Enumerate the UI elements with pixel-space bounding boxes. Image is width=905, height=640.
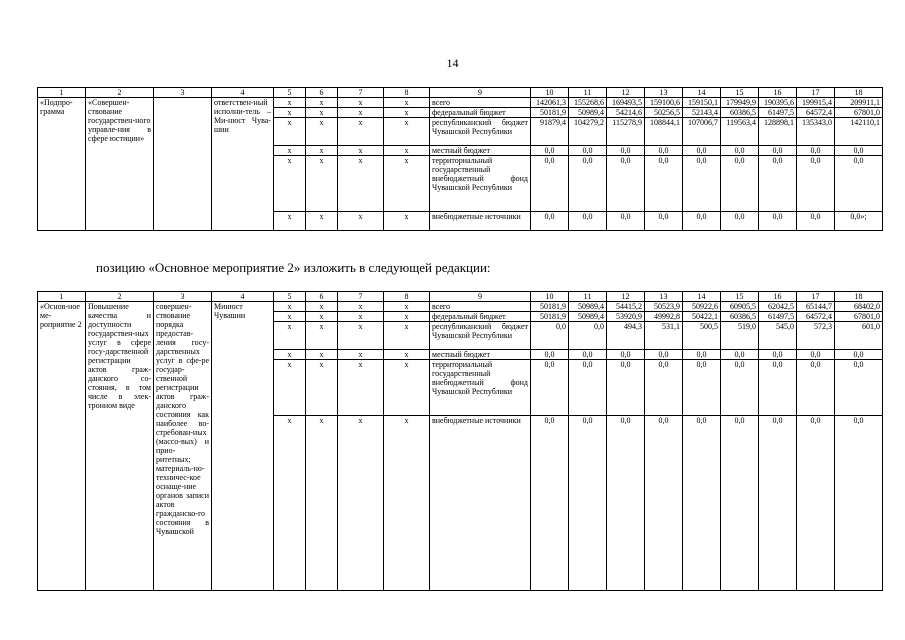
cell-mark: x — [274, 360, 306, 416]
cell-mark: x — [338, 416, 384, 591]
cell-amount: 0,0 — [759, 360, 797, 416]
cell-amount: 0,0 — [607, 350, 645, 360]
cell-mark: x — [338, 212, 384, 231]
cell-funding-source: местный бюджет — [430, 350, 531, 360]
cell-amount: 60386,5 — [721, 108, 759, 118]
cell-amount: 0,0 — [721, 156, 759, 212]
column-number: 7 — [338, 292, 384, 302]
cell-amount: 0,0 — [645, 146, 683, 156]
cell-mark: x — [338, 322, 384, 350]
budget-table-subprogram — [37, 87, 883, 231]
cell-mark: x — [274, 146, 306, 156]
cell-amount: 104279,2 — [569, 118, 607, 146]
cell-amount: 0,0 — [531, 156, 569, 212]
cell-amount: 0,0 — [531, 360, 569, 416]
cell-mark: x — [338, 118, 384, 146]
cell-amount: 60905,5 — [721, 302, 759, 312]
cell-mark: x — [274, 108, 306, 118]
cell-amount: 50523,9 — [645, 302, 683, 312]
column-number: 12 — [607, 88, 645, 98]
cell-amount: 0,0 — [835, 360, 883, 416]
column-number: 2 — [86, 292, 154, 302]
cell-amount: 500,5 — [683, 322, 721, 350]
cell-amount: 0,0 — [683, 350, 721, 360]
cell-amount: 61497,5 — [759, 108, 797, 118]
column-number: 6 — [306, 88, 338, 98]
cell-mark: x — [306, 156, 338, 212]
cell-mark: x — [274, 416, 306, 591]
cell-amount: 0,0 — [683, 156, 721, 212]
cell-mark: x — [384, 302, 430, 312]
column-number: 8 — [384, 292, 430, 302]
cell-amount: 0,0 — [683, 146, 721, 156]
column-number: 3 — [154, 292, 212, 302]
column-number-row — [38, 292, 883, 302]
cell-amount: 0,0 — [759, 416, 797, 591]
cell-amount: 52143,4 — [683, 108, 721, 118]
cell-amount: 50989,4 — [569, 302, 607, 312]
cell-col1: «Основ-ное ме-роприятие 2 — [38, 302, 86, 591]
cell-mark: x — [384, 156, 430, 212]
cell-mark: x — [274, 302, 306, 312]
column-number: 10 — [531, 88, 569, 98]
cell-amount: 0,0 — [759, 212, 797, 231]
cell-amount: 0,0 — [835, 350, 883, 360]
column-number: 10 — [531, 292, 569, 302]
column-number: 2 — [86, 88, 154, 98]
cell-amount: 67801,0 — [835, 312, 883, 322]
cell-amount: 0,0 — [683, 212, 721, 231]
cell-amount: 0,0 — [645, 416, 683, 591]
cell-amount: 50989,4 — [569, 108, 607, 118]
cell-col2: Повышение качества и доступности государствен-ных услуг в сфере госу-дарственной регистрации актов граж-данского со-стояния, в том числе в элек-тронном виде — [86, 302, 154, 591]
cell-amount: 107006,7 — [683, 118, 721, 146]
column-number: 17 — [797, 88, 835, 98]
column-number: 11 — [569, 88, 607, 98]
cell-mark: x — [274, 350, 306, 360]
cell-amount: 68402,0 — [835, 302, 883, 312]
cell-amount: 169493,5 — [607, 98, 645, 108]
cell-amount: 0,0 — [607, 146, 645, 156]
cell-amount: 0,0 — [759, 156, 797, 212]
cell-mark: x — [306, 108, 338, 118]
table-row — [38, 98, 883, 108]
cell-funding-source: федеральный бюджет — [430, 312, 531, 322]
cell-mark: x — [274, 322, 306, 350]
cell-amount: 0,0 — [797, 146, 835, 156]
cell-funding-source: республиканский бюджет Чувашской Республики — [430, 322, 531, 350]
column-number: 14 — [683, 88, 721, 98]
cell-col1: «Подпро-грамма — [38, 98, 86, 231]
cell-amount: 115278,9 — [607, 118, 645, 146]
column-number: 14 — [683, 292, 721, 302]
cell-funding-source: федеральный бюджет — [430, 108, 531, 118]
cell-amount: 50922,6 — [683, 302, 721, 312]
column-number-row — [38, 88, 883, 98]
cell-amount: 0,0 — [721, 212, 759, 231]
cell-amount: 142061,3 — [531, 98, 569, 108]
cell-amount: 179949,9 — [721, 98, 759, 108]
cell-amount: 0,0»; — [835, 212, 883, 231]
cell-amount: 0,0 — [607, 212, 645, 231]
cell-amount: 91879,4 — [531, 118, 569, 146]
cell-amount: 531,1 — [645, 322, 683, 350]
cell-mark: x — [384, 118, 430, 146]
cell-amount: 50256,5 — [645, 108, 683, 118]
cell-col2: «Совершен-ствование государствен-ного управле-ния в сфере юстиции» — [86, 98, 154, 231]
cell-amount: 0,0 — [531, 416, 569, 591]
column-number: 9 — [430, 292, 531, 302]
cell-mark: x — [384, 312, 430, 322]
cell-amount: 65144,7 — [797, 302, 835, 312]
cell-amount: 50181,9 — [531, 302, 569, 312]
cell-amount: 49992,8 — [645, 312, 683, 322]
budget-table-main-measure-2 — [37, 291, 883, 591]
cell-amount: 0,0 — [531, 212, 569, 231]
cell-amount: 64572,4 — [797, 312, 835, 322]
cell-funding-source: территориальный государственный внебюджетный фонд Чувашской Республики — [430, 360, 531, 416]
cell-mark: x — [274, 156, 306, 212]
amendment-sentence: позицию «Основное мероприятие 2» изложить в следующей редакции: — [96, 260, 491, 275]
cell-mark: x — [384, 360, 430, 416]
cell-mark: x — [274, 98, 306, 108]
page-number: 14 — [446, 56, 459, 70]
cell-mark: x — [338, 302, 384, 312]
cell-mark: x — [274, 118, 306, 146]
cell-col4: ответствен-ный исполни-тель – Ми-нюст Чува-шии — [212, 98, 274, 231]
table-row — [38, 302, 883, 312]
column-number: 13 — [645, 292, 683, 302]
cell-amount: 159100,6 — [645, 98, 683, 108]
cell-amount: 60386,5 — [721, 312, 759, 322]
cell-amount: 199915,4 — [797, 98, 835, 108]
cell-amount: 50422,1 — [683, 312, 721, 322]
cell-mark: x — [338, 350, 384, 360]
cell-mark: x — [384, 416, 430, 591]
cell-amount: 0,0 — [797, 360, 835, 416]
cell-amount: 0,0 — [721, 416, 759, 591]
cell-amount: 0,0 — [835, 156, 883, 212]
cell-amount: 54214,6 — [607, 108, 645, 118]
cell-amount: 53920,9 — [607, 312, 645, 322]
column-number: 13 — [645, 88, 683, 98]
cell-amount: 0,0 — [645, 212, 683, 231]
cell-mark: x — [306, 118, 338, 146]
column-number: 5 — [274, 292, 306, 302]
cell-amount: 0,0 — [645, 350, 683, 360]
cell-amount: 50181,9 — [531, 108, 569, 118]
column-number: 17 — [797, 292, 835, 302]
cell-amount: 601,0 — [835, 322, 883, 350]
cell-amount: 209911,1 — [835, 98, 883, 108]
cell-mark: x — [384, 108, 430, 118]
cell-amount: 545,0 — [759, 322, 797, 350]
column-number: 1 — [38, 292, 86, 302]
cell-amount: 0,0 — [645, 156, 683, 212]
column-number: 7 — [338, 88, 384, 98]
cell-funding-source: местный бюджет — [430, 146, 531, 156]
cell-amount: 0,0 — [797, 416, 835, 591]
cell-mark: x — [306, 360, 338, 416]
cell-amount: 0,0 — [835, 146, 883, 156]
cell-funding-source: всего — [430, 302, 531, 312]
column-number: 9 — [430, 88, 531, 98]
cell-amount: 0,0 — [531, 322, 569, 350]
column-number: 15 — [721, 292, 759, 302]
cell-amount: 50181,9 — [531, 312, 569, 322]
cell-mark: x — [306, 322, 338, 350]
cell-mark: x — [274, 212, 306, 231]
column-number: 12 — [607, 292, 645, 302]
column-number: 8 — [384, 88, 430, 98]
cell-amount: 0,0 — [531, 350, 569, 360]
cell-amount: 64572,4 — [797, 108, 835, 118]
cell-mark: x — [306, 350, 338, 360]
cell-funding-source: территориальный государственный внебюджетный фонд Чувашской Республики — [430, 156, 531, 212]
cell-mark: x — [338, 360, 384, 416]
cell-amount: 0,0 — [759, 146, 797, 156]
column-number: 4 — [212, 88, 274, 98]
cell-mark: x — [338, 108, 384, 118]
column-number: 18 — [835, 88, 883, 98]
cell-mark: x — [384, 212, 430, 231]
cell-amount: 0,0 — [569, 360, 607, 416]
cell-mark: x — [306, 302, 338, 312]
cell-mark: x — [338, 146, 384, 156]
cell-amount: 494,3 — [607, 322, 645, 350]
column-number: 3 — [154, 88, 212, 98]
cell-amount: 135343,0 — [797, 118, 835, 146]
cell-amount: 155268,6 — [569, 98, 607, 108]
cell-amount: 54415,2 — [607, 302, 645, 312]
column-number: 16 — [759, 292, 797, 302]
cell-amount: 0,0 — [721, 146, 759, 156]
cell-amount: 67801,0 — [835, 108, 883, 118]
cell-mark: x — [338, 312, 384, 322]
column-number: 11 — [569, 292, 607, 302]
cell-amount: 0,0 — [569, 322, 607, 350]
cell-amount: 0,0 — [569, 416, 607, 591]
cell-funding-source: внебюджетные источники — [430, 212, 531, 231]
cell-amount: 0,0 — [797, 212, 835, 231]
cell-amount: 190395,6 — [759, 98, 797, 108]
cell-funding-source: всего — [430, 98, 531, 108]
cell-mark: x — [306, 212, 338, 231]
cell-mark: x — [384, 146, 430, 156]
cell-amount: 0,0 — [607, 360, 645, 416]
cell-mark: x — [384, 322, 430, 350]
cell-mark: x — [306, 98, 338, 108]
cell-mark: x — [306, 312, 338, 322]
cell-amount: 119563,4 — [721, 118, 759, 146]
column-number: 6 — [306, 292, 338, 302]
column-number: 4 — [212, 292, 274, 302]
cell-mark: x — [384, 98, 430, 108]
cell-amount: 61497,5 — [759, 312, 797, 322]
cell-mark: x — [306, 146, 338, 156]
column-number: 18 — [835, 292, 883, 302]
cell-amount: 108844,1 — [645, 118, 683, 146]
cell-amount: 572,3 — [797, 322, 835, 350]
cell-amount: 0,0 — [607, 156, 645, 212]
column-number: 1 — [38, 88, 86, 98]
cell-col3: совершен-ствование порядка предостав-ления госу-дарственных услуг в сфе-ре государ-ственной регистрации актов граж-данского состояния как наиболее во-стребован-ных (массо-вых) и прио-ритетных; материаль-но-техничес-кое оснаще-ние органов записи актов гражданско-го состояния в Чувашской — [154, 302, 212, 591]
cell-amount: 62042,5 — [759, 302, 797, 312]
cell-amount: 0,0 — [721, 350, 759, 360]
cell-amount: 0,0 — [683, 416, 721, 591]
cell-mark: x — [338, 156, 384, 212]
cell-mark: x — [384, 350, 430, 360]
cell-amount: 0,0 — [721, 360, 759, 416]
cell-col3 — [154, 98, 212, 231]
cell-funding-source: внебюджетные источники — [430, 416, 531, 591]
cell-amount: 0,0 — [569, 146, 607, 156]
cell-amount: 0,0 — [607, 416, 645, 591]
column-number: 16 — [759, 88, 797, 98]
cell-amount: 159150,1 — [683, 98, 721, 108]
cell-amount: 0,0 — [835, 416, 883, 591]
cell-funding-source: республиканский бюджет Чувашской Республики — [430, 118, 531, 146]
column-number: 15 — [721, 88, 759, 98]
cell-amount: 0,0 — [569, 212, 607, 231]
cell-amount: 0,0 — [645, 360, 683, 416]
cell-mark: x — [306, 416, 338, 591]
column-number: 5 — [274, 88, 306, 98]
cell-amount: 0,0 — [683, 360, 721, 416]
cell-amount: 128898,1 — [759, 118, 797, 146]
cell-amount: 0,0 — [569, 350, 607, 360]
cell-amount: 0,0 — [759, 350, 797, 360]
cell-mark: x — [338, 98, 384, 108]
cell-col4: Минюст Чувашии — [212, 302, 274, 591]
cell-amount: 50989,4 — [569, 312, 607, 322]
cell-amount: 0,0 — [531, 146, 569, 156]
cell-amount: 0,0 — [797, 156, 835, 212]
cell-amount: 0,0 — [797, 350, 835, 360]
cell-amount: 519,0 — [721, 322, 759, 350]
cell-mark: x — [274, 312, 306, 322]
cell-amount: 142110,1 — [835, 118, 883, 146]
cell-amount: 0,0 — [569, 156, 607, 212]
